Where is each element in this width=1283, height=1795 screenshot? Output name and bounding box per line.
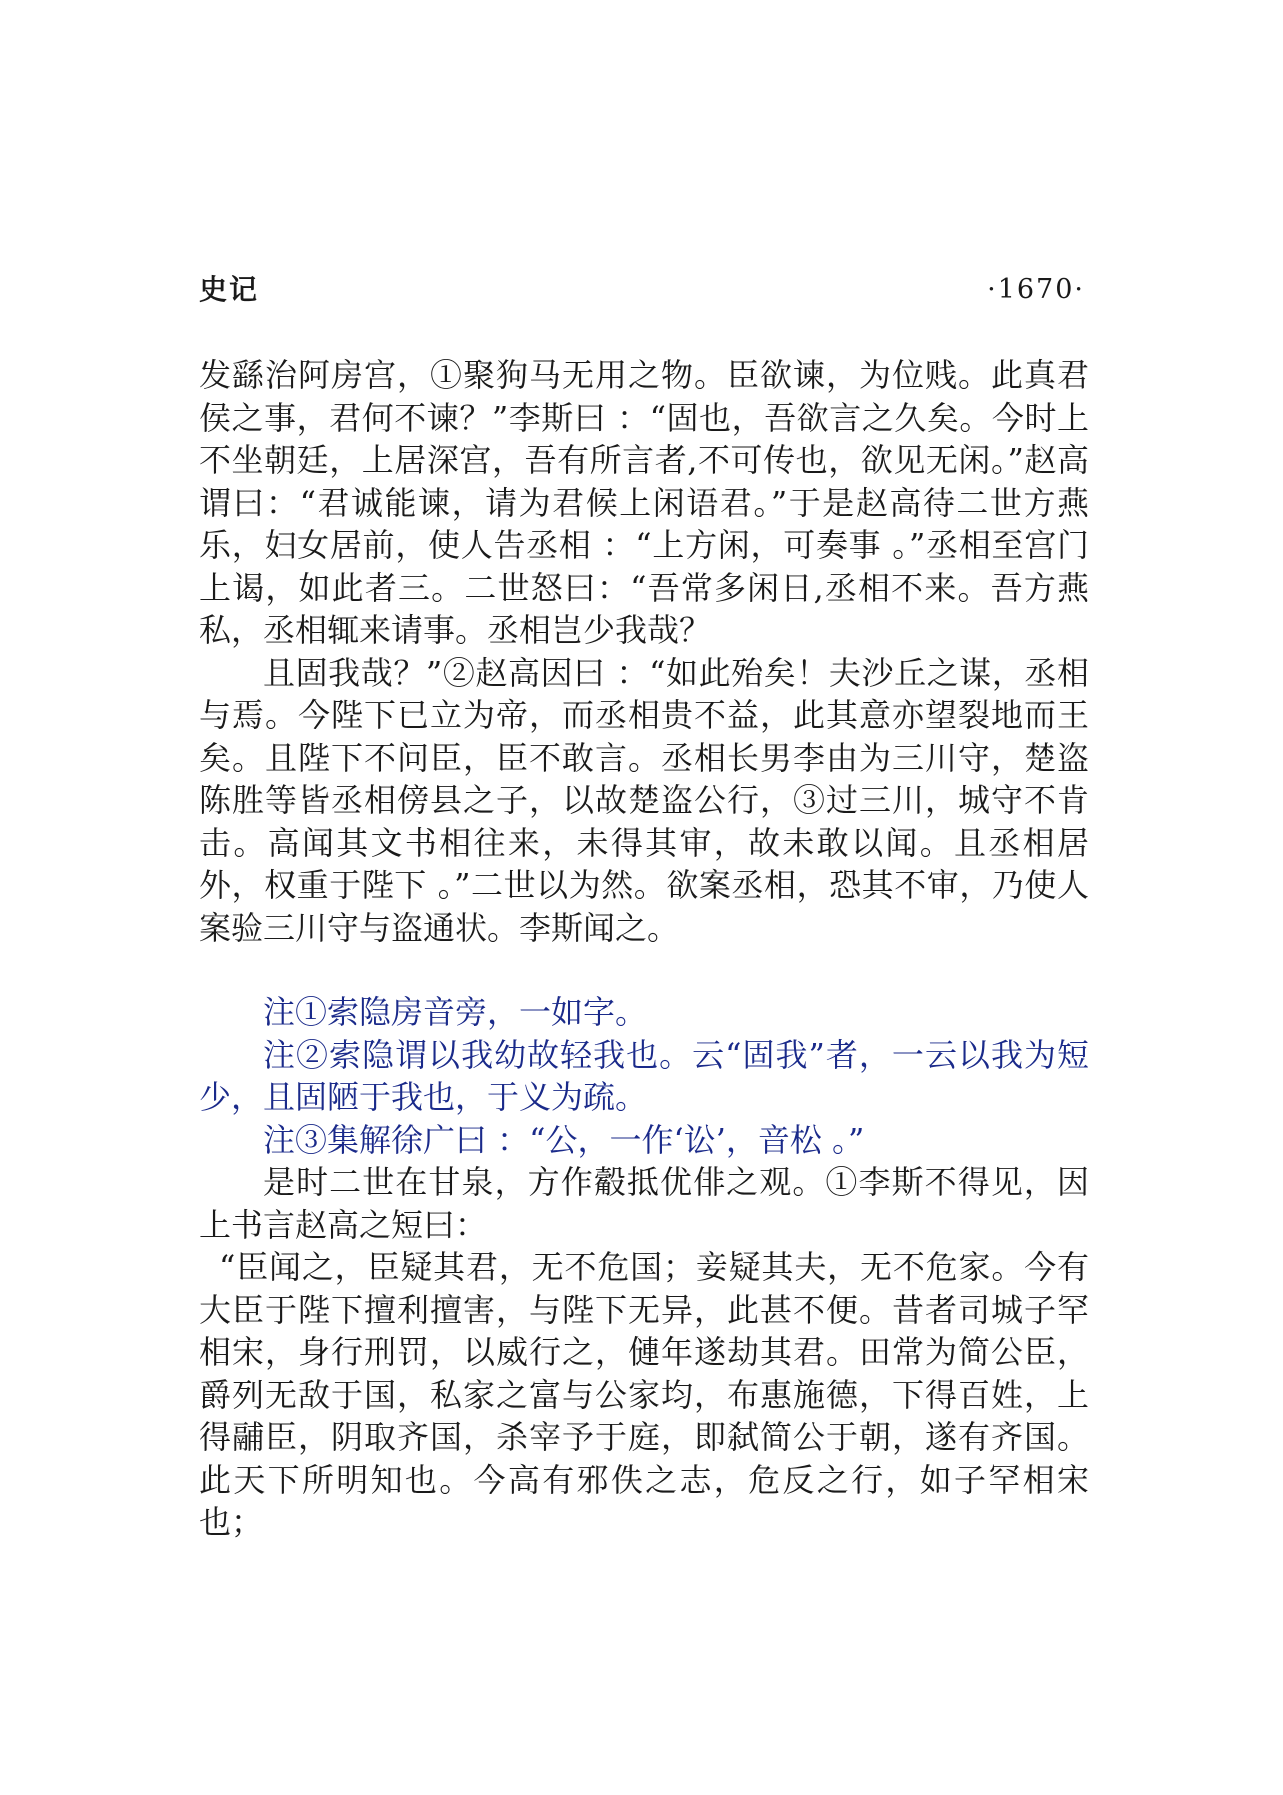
body-paragraph-1: 发繇治阿房宫，①聚狗马无用之物。臣欲谏，为位贱。此真君侯之事，君何不谏？”李斯曰 ：“固也，吾欲言之久矣。今时上不坐朝廷，上居深宫，吾有所言者,不可传也，欲见无闲。”赵高谓曰：“君诚能谏，请为君候上闲语君。”于是赵高待二世方燕乐，妇女居前，使人告丞相 ：“上方闲，可奏事 。”丞相至宫门上谒，如此者三。二世怒曰：“吾常多闲日,丞相不来。吾方燕私，丞相辄来请事。丞相岂少我哉？ <box>199 356 1089 649</box>
body-paragraph-3: 是时二世在甘泉，方作觳抵优俳之观。①李斯不得见，因上书言赵高之短曰： <box>199 1163 1089 1244</box>
page-header <box>199 270 1085 310</box>
page-number: ·1670· <box>987 274 1085 305</box>
section-gap <box>199 949 1089 991</box>
body-paragraph-4: “臣闻之，臣疑其君，无不危国；妾疑其夫，无不危家。今有大臣于陛下擅利擅害，与陛下无异，此甚不便。昔者司城子罕相宋，身行刑罚，以威行之，僆年遂劫其君。田常为简公臣，爵列无敌于国，私家之富与公家均，布惠施德，下得百姓，上得鬴臣，阴取齐国，杀宰予于庭，即弑简公于朝，遂有齐国。此天下所明知也。今高有邪佚之志，危反之行，如子罕相宋也； <box>199 1248 1089 1541</box>
footnote-3: 注③集解徐广曰 ：“公，一作‘讼’，音松 。” <box>263 1120 865 1159</box>
page-content <box>199 354 1089 1544</box>
book-title: 史记 <box>199 273 260 306</box>
footnote-2: 注②索隐谓以我幼故轻我也。云“固我”者，一云以我为短少，且固陋于我也，于义为疏。 <box>199 1035 1089 1116</box>
body-paragraph-2: 且固我哉？”②赵高因曰 ：“如此殆矣！夫沙丘之谋，丞相与焉。今陛下已立为帝，而丞相贵不益，此其意亦望裂地而王矣。且陛下不问臣，臣不敢言。丞相长男李由为三川守，楚盗陈胜等皆丞相傍县之子，以故楚盗公行，③过三川，城守不肯击。高闻其文书相往来，未得其审，故未敢以闻。且丞相居外，权重于陛下 。”二世以为然。欲案丞相，恐其不审，乃使人案验三川守与盗通状。李斯闻之。 <box>199 653 1089 947</box>
footnote-1: 注①索隐房音旁，一如字。 <box>263 993 648 1031</box>
